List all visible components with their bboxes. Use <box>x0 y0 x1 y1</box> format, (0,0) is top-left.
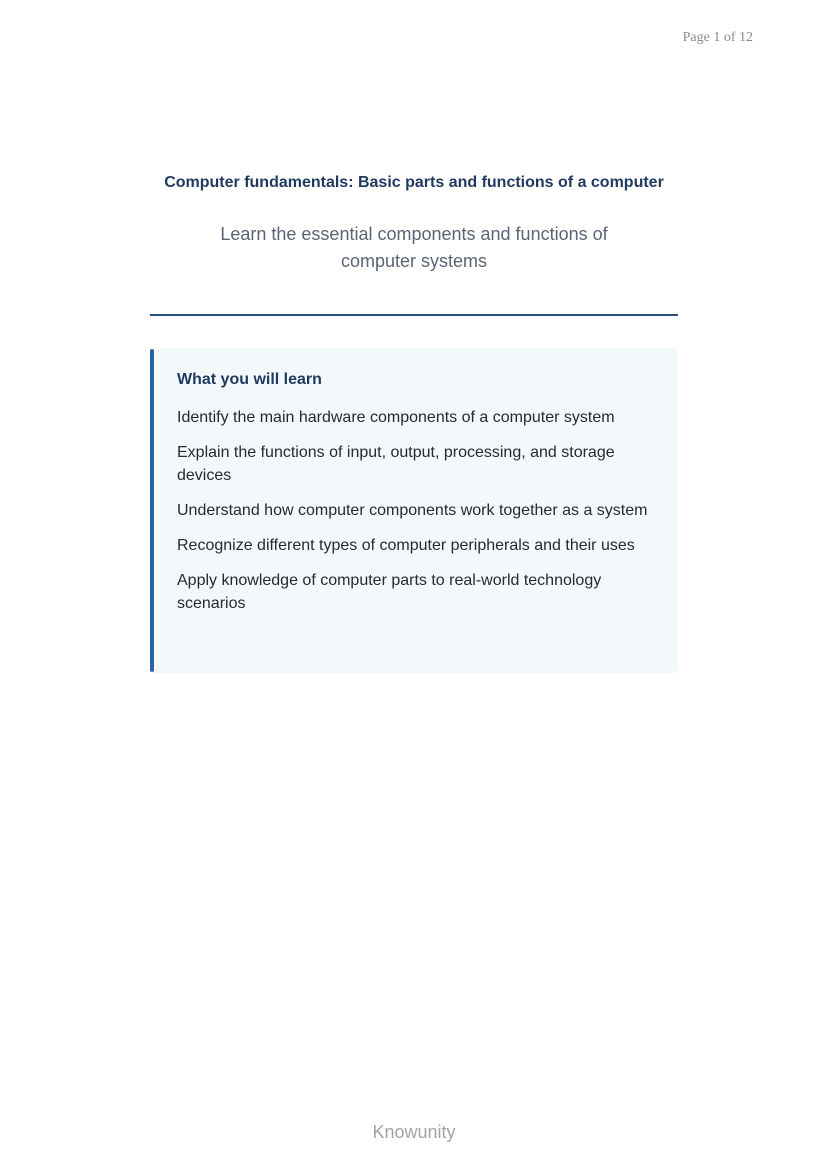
objective-item: Identify the main hardware components of a computer system <box>177 409 615 426</box>
document-subtitle: Learn the essential components and functions of computer systems <box>220 224 608 271</box>
objective-item: Understand how computer components work together as a system <box>177 502 648 519</box>
title-divider <box>150 314 678 316</box>
objectives-list <box>177 406 657 627</box>
objective-item: Apply knowledge of computer parts to real-world technology scenarios <box>177 572 602 612</box>
objective-item: Recognize different types of computer peripherals and their uses <box>177 537 635 554</box>
objective-item: Explain the functions of input, output, processing, and storage devices <box>177 444 615 484</box>
document-title: Computer fundamentals: Basic parts and functions of a computer <box>164 174 664 191</box>
learning-objectives-panel <box>150 348 678 673</box>
objectives-heading: What you will learn <box>177 371 322 388</box>
panel-accent-bar <box>150 349 154 672</box>
page-number: Page 1 of 12 <box>682 30 753 45</box>
footer-brand: Knowunity <box>372 1122 456 1142</box>
